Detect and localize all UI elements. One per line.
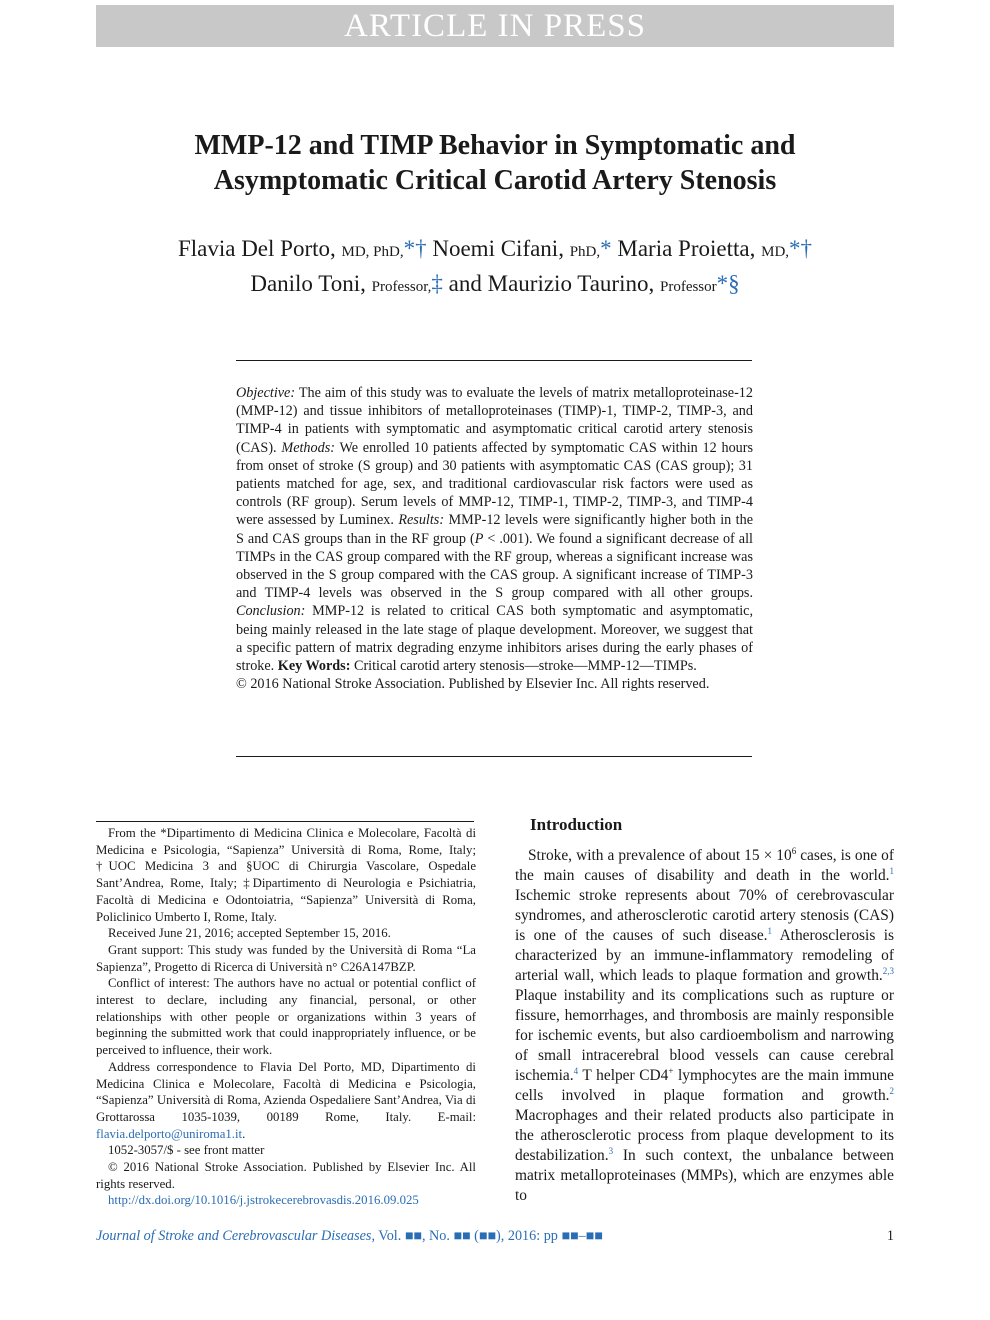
author-degree: Professor bbox=[659, 279, 717, 295]
author-list bbox=[100, 233, 890, 303]
doi-link[interactable]: http://dx.doi.org/10.1016/j.jstrokecerebrovasdis.2016.09.025 bbox=[108, 1193, 419, 1208]
introduction-heading: Introduction bbox=[530, 815, 623, 834]
affiliation-mark[interactable]: * bbox=[600, 236, 612, 261]
affiliation-note: From the *Dipartimento di Medicina Clinica e Molecolare, Facoltà di Medicina e Psicologia, “Sapienza” Università di Roma, Rome, Italy; †UOC Medicina 3 and §UOC di Chirurgia Vascolare, Ospedale Sant’Andrea, Rome, Italy; ‡Dipartimento di Neurologia e Psichiatria, Facoltà di Medicina e Odontoiatria, “Sapienza” Università di Roma, Policlinico Umberto I, Rome, Italy. bbox=[96, 826, 476, 924]
intro-text: In such context, the unbalance between matrix metalloproteinases (MMPs), which are enzymes able to bbox=[515, 1147, 894, 1204]
methods-text: We enrolled 10 patients affected by symptomatic CAS within 12 hours from onset of stroke (S group) and 30 patients with asymptomatic CAS (CAS group); 31 patients matched for age, sex, and traditional cardiovascular risk factors were used as controls (RF group). Serum levels of MMP-12, TIMP-1, TIMP-2, TIMP-3, and TIMP-4 were assessed by Luminex. bbox=[236, 439, 753, 529]
abstract-copyright: © 2016 National Stroke Association. Published by Elsevier Inc. All rights reserved. bbox=[236, 676, 710, 693]
intro-text: lymphocytes are the main immune cells involved in plaque formation and growth. bbox=[515, 1067, 894, 1104]
methods-label: Methods: bbox=[281, 439, 335, 456]
banner-text: ARTICLE IN PRESS bbox=[344, 7, 646, 44]
intro-text: Plaque instability and its complications such as rupture or fissure, hemorrhages, and thrombosis are mainly responsible for ischemic events, but also cardioembolism and narrowing of small intracerebral blood vessels can cause cerebral ischemia. bbox=[515, 987, 894, 1084]
conclusion-text: MMP-12 is related to critical CAS both symptomatic and asymptomatic, being mainly released in the late stage of plaque development. Moreover, we suggest that a specific pattern of matrix degrading enzyme inhibitors arises during the early phases of stroke. bbox=[236, 603, 753, 675]
conflict-note: Conflict of interest: The authors have no actual or potential conflict of interest to declare, including any financial, personal, or other relationships with other people or organizations within 3 years of beginning the submitted work that could inappropriately influence, or be perceived to influence, their work. bbox=[96, 976, 476, 1058]
email-link[interactable]: flavia.delporto@uniroma1.it bbox=[96, 1126, 243, 1141]
author-degree: Professor, bbox=[371, 279, 432, 295]
correspondence-note bbox=[96, 1059, 476, 1143]
author-conjunction: and bbox=[448, 271, 482, 296]
author-degree: PhD, bbox=[569, 244, 601, 260]
affiliation-mark[interactable]: *† bbox=[789, 236, 813, 261]
doi-note bbox=[96, 1192, 476, 1209]
conclusion-label: Conclusion: bbox=[236, 603, 306, 620]
author-line-1 bbox=[100, 233, 890, 268]
intro-text: cases, is one of the main causes of disability and death in the world. bbox=[515, 847, 894, 884]
affiliation-mark[interactable]: ‡ bbox=[431, 271, 443, 296]
correspondence-end: . bbox=[242, 1126, 246, 1141]
results-text: MMP-12 levels were significantly higher both in the S and CAS groups than in the RF group ( bbox=[236, 512, 754, 547]
results-text-cont: < .001). We found a significant decrease of all TIMPs in the CAS group compared with the RF group, whereas a significant increase was observed in the S group compared with the CAS group. A significant increase of TIMP-3 and TIMP-4 levels was observed in the S group compared with all other groups. bbox=[236, 530, 753, 602]
citation-ref[interactable]: 1 bbox=[889, 865, 894, 876]
abstract bbox=[236, 384, 753, 693]
objective-label: Objective: bbox=[236, 385, 296, 401]
keywords-text: Critical carotid artery stenosis—stroke—MMP-12—TIMPs. bbox=[350, 658, 697, 675]
article-title bbox=[100, 128, 890, 198]
citation-ref[interactable]: 2 bbox=[889, 1085, 894, 1096]
citation-ref[interactable]: 3 bbox=[608, 1145, 614, 1156]
journal-name[interactable]: Journal of Stroke and Cerebrovascular Diseases bbox=[96, 1228, 372, 1244]
intro-text: Ischemic stroke represents about 70% of cerebrovascular syndromes, and atherosclerotic carotid artery stenosis (CAS) is one of the causes of such disease. bbox=[515, 887, 894, 944]
objective-text: The aim of this study was to evaluate the levels of matrix metalloproteinase-12 (MMP-12) and tissue inhibitors of metalloproteinases (TIMP)-1, TIMP-2, TIMP-3, and TIMP-4 in patients with symptomatic and asymptomatic critical carotid artery stenosis (CAS). bbox=[236, 385, 753, 456]
citation-ref[interactable]: 2,3 bbox=[882, 965, 894, 976]
abstract-bottom-rule bbox=[236, 756, 752, 757]
author-name[interactable]: Danilo Toni, bbox=[250, 271, 366, 296]
affiliation-mark[interactable]: *§ bbox=[716, 271, 740, 296]
copyright-note: © 2016 National Stroke Association. Published by Elsevier Inc. All rights reserved. bbox=[96, 1160, 476, 1191]
keywords-label: Key Words: bbox=[277, 658, 351, 675]
article-in-press-banner bbox=[96, 5, 894, 47]
intro-text: Atherosclerosis is characterized by an immune-inflammatory remodeling of arterial wall, which leads to plaque formation and growth. bbox=[515, 927, 894, 984]
page-number: 1 bbox=[886, 1228, 894, 1244]
p-value-symbol: P bbox=[474, 530, 484, 547]
author-name[interactable]: Flavia Del Porto, bbox=[177, 236, 336, 261]
grant-note: Grant support: This study was funded by the Università di Roma “La Sapienza”, Progetto di Ricerca di Università n° C26A147BZP. bbox=[96, 942, 476, 974]
journal-issue: , Vol. ■■, No. ■■ (■■), 2016: pp ■■–■■ bbox=[371, 1228, 603, 1244]
issn-note: 1052-3057/$ - see front matter bbox=[108, 1143, 265, 1158]
title-line-2: Asymptomatic Critical Carotid Artery Stenosis bbox=[213, 165, 777, 196]
superscript-plus: + bbox=[668, 1065, 674, 1076]
intro-text: Macrophages and their related products also participate in the atherosclerotic process from plaque development to its destabilization. bbox=[515, 1107, 894, 1164]
results-label: Results: bbox=[398, 512, 445, 529]
abstract-body bbox=[236, 384, 753, 675]
intro-text: T helper CD4 bbox=[578, 1067, 669, 1084]
correspondence-text: Address correspondence to Flavia Del Porto, MD, Dipartimento di Medicina Clinica e Molecolare, Facoltà di Medicina e Psicologia, “Sapienza” Università di Roma, Azienda Ospedaliere Sant’Andrea, Via di Grottarossa 1035-1039, 00189 Rome, Italy. E-mail: bbox=[96, 1059, 476, 1124]
exponent: 6 bbox=[791, 845, 797, 856]
received-note: Received June 21, 2016; accepted September 15, 2016. bbox=[108, 926, 391, 941]
page-footer bbox=[96, 1228, 894, 1248]
author-name[interactable]: Maurizio Taurino, bbox=[487, 271, 655, 296]
intro-paragraph bbox=[515, 846, 894, 1206]
title-line-1: MMP-12 and TIMP Behavior in Symptomatic and bbox=[194, 130, 796, 161]
citation-ref[interactable]: 1 bbox=[767, 925, 772, 936]
intro-text: Stroke, with a prevalence of about 15 × 10 bbox=[528, 847, 792, 864]
footnote-rule bbox=[96, 821, 474, 822]
citation-ref[interactable]: 4 bbox=[573, 1065, 579, 1076]
author-line-2 bbox=[100, 268, 890, 303]
introduction-body bbox=[515, 846, 894, 1206]
front-matter-footnotes bbox=[96, 821, 476, 1209]
author-name[interactable]: Noemi Cifani, bbox=[432, 236, 564, 261]
author-degree: MD, PhD, bbox=[341, 244, 404, 260]
abstract-top-rule bbox=[236, 360, 752, 361]
affiliation-mark[interactable]: *† bbox=[403, 236, 427, 261]
author-degree: MD, bbox=[761, 244, 790, 260]
author-name[interactable]: Maria Proietta, bbox=[617, 236, 756, 261]
